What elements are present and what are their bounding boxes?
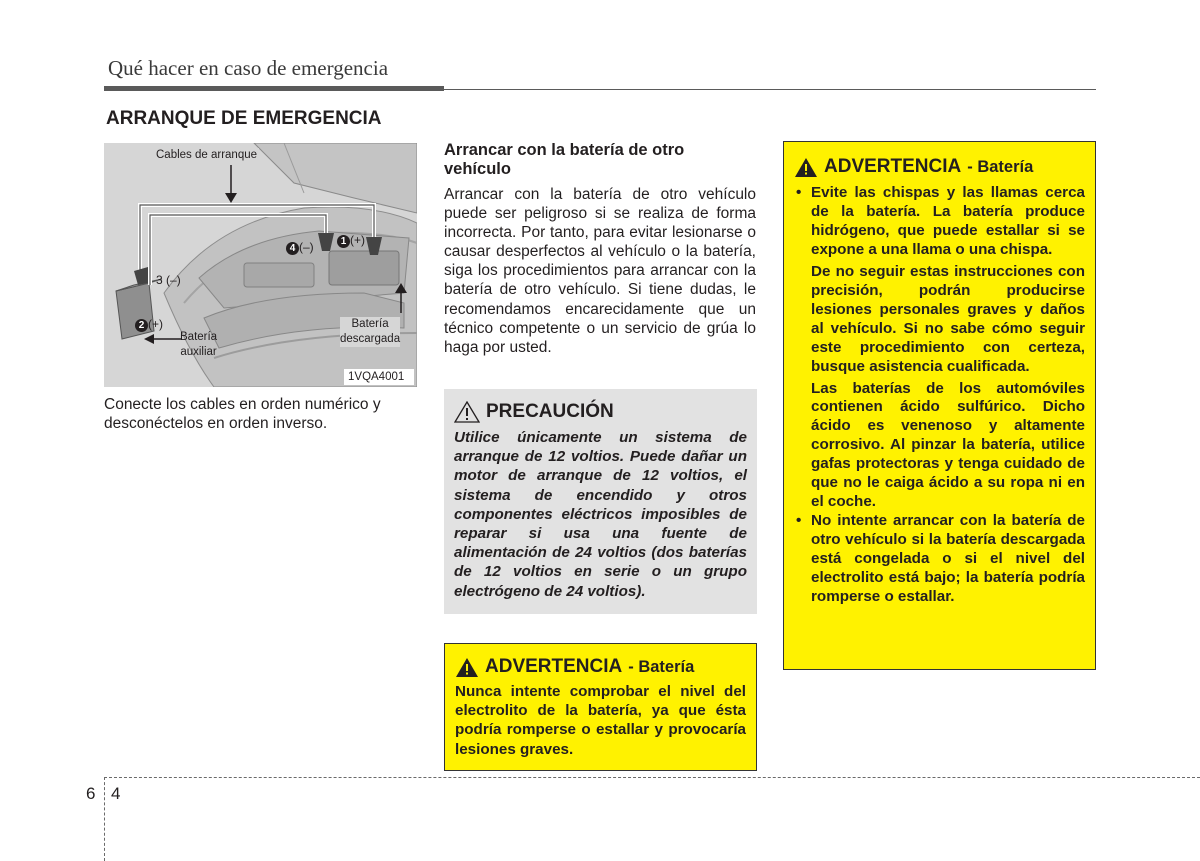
figure-label-aux-battery: Batería auxiliar <box>180 331 218 358</box>
marker-1-sign: (+) <box>350 233 365 247</box>
warning-paragraph-2: De no seguir estas instrucciones con precisión, podrán producirse lesiones personales graves y daños al vehículo. Si no sabe cómo seguir este procedimiento con certeza, busque asistencia cualificada. <box>811 262 1085 375</box>
page-number: 4 <box>111 784 121 803</box>
figure-code: 1VQA4001 <box>348 371 405 383</box>
warning-box-small <box>444 643 757 771</box>
marker-2-sign: (+) <box>148 317 163 331</box>
footer-dashed-rule <box>104 777 1200 778</box>
page-chapter-number: 6 <box>86 784 96 803</box>
warning-small-text: Nunca intente comprobar el nivel del electrolito de la batería, ya que ésta podría romperse o estallar y provocaría lesiones graves. <box>455 683 746 758</box>
marker-4-sign: (–) <box>299 240 314 254</box>
warning-large-header <box>794 156 1085 178</box>
header-rule-thin <box>444 89 1096 90</box>
warning-paragraph-3: Las baterías de los automóviles contienen ácido sulfúrico. Dicho ácido es venenoso y altamente corrosivo. Al pinzar la batería, utilice gafas protectoras y tenga cuidado de que no le caiga ácido a su ropa ni en el coche. <box>811 379 1085 511</box>
warning-box-large <box>783 141 1096 670</box>
warning-bullet-1: • Evite las chispas y las llamas cerca de la batería. La batería produce hidrógeno, que puede estallar si se expone a una llama o una chispa. <box>794 184 1085 260</box>
marker-2 <box>135 317 163 332</box>
warning-triangle-icon <box>794 157 818 178</box>
warning-small-header <box>455 656 746 678</box>
header-rule-thick <box>104 86 444 91</box>
warning-large-subtitle: - Batería <box>967 157 1034 176</box>
warning-list <box>794 184 1085 607</box>
jump-start-illustration <box>104 143 417 387</box>
warning-triangle-icon <box>455 657 479 678</box>
marker-1-number: 1 <box>337 235 350 248</box>
marker-4-number: 4 <box>286 242 299 255</box>
engine-bay-drawing <box>104 143 417 387</box>
warning-small-title: ADVERTENCIA <box>485 656 623 677</box>
section-title: ARRANQUE DE EMERGENCIA <box>106 108 382 129</box>
caution-box <box>444 389 757 614</box>
caution-title: PRECAUCIÓN <box>486 401 614 422</box>
footer-vertical-dashed-rule <box>104 777 105 861</box>
warning-large-title: ADVERTENCIA <box>824 156 962 177</box>
marker-1 <box>337 233 365 248</box>
subsection-body: Arrancar con la batería de otro vehículo puede ser peligroso si se realiza de forma incorrecta. Por tanto, para evitar lesionarse o causar desperfectos al vehículo o la batería, siga los procedimientos para arrancar con la batería de otro vehículo. Si tiene dudas, le recomendamos encarecidamente que un técnico competente o un servicio de grúa lo haga por usted. <box>444 186 756 356</box>
dead-battery-shape <box>329 251 399 285</box>
warning-bullet-2: • No intente arrancar con la batería de otro vehículo si la batería descargada está congelada o si el nivel del electrolito está bajo; la batería podría romperse o estallar. <box>794 512 1085 607</box>
warning-small-subtitle: - Batería <box>628 657 695 676</box>
marker-3-sign: (–) <box>166 273 181 287</box>
marker-4 <box>286 240 314 255</box>
figure-label-dead-battery: Batería descargada <box>340 318 401 345</box>
marker-3-number: 3 <box>156 273 163 287</box>
caution-triangle-icon <box>454 401 480 423</box>
caution-text: Utilice únicamente un sistema de arranque de 12 voltios. Puede dañar un motor de arranque de 12 voltios, el sistema de encendido y otros componentes eléctricos imposibles de reparar si usa una fuente de alimentación de 24 voltios (dos baterías de 12 voltios en serie o un grupo electrógeno de 24 voltios). <box>454 429 747 600</box>
marker-3 <box>156 273 181 287</box>
subsection-heading: Arrancar con la batería de otro vehículo <box>444 141 685 178</box>
figure-caption: Conecte los cables en orden numérico y desconéctelos en orden inverso. <box>104 396 381 432</box>
chapter-header-title: Qué hacer en caso de emergencia <box>108 56 389 80</box>
caution-header <box>454 401 747 423</box>
figure-label-cables: Cables de arranque <box>156 149 258 161</box>
marker-2-number: 2 <box>135 319 148 332</box>
